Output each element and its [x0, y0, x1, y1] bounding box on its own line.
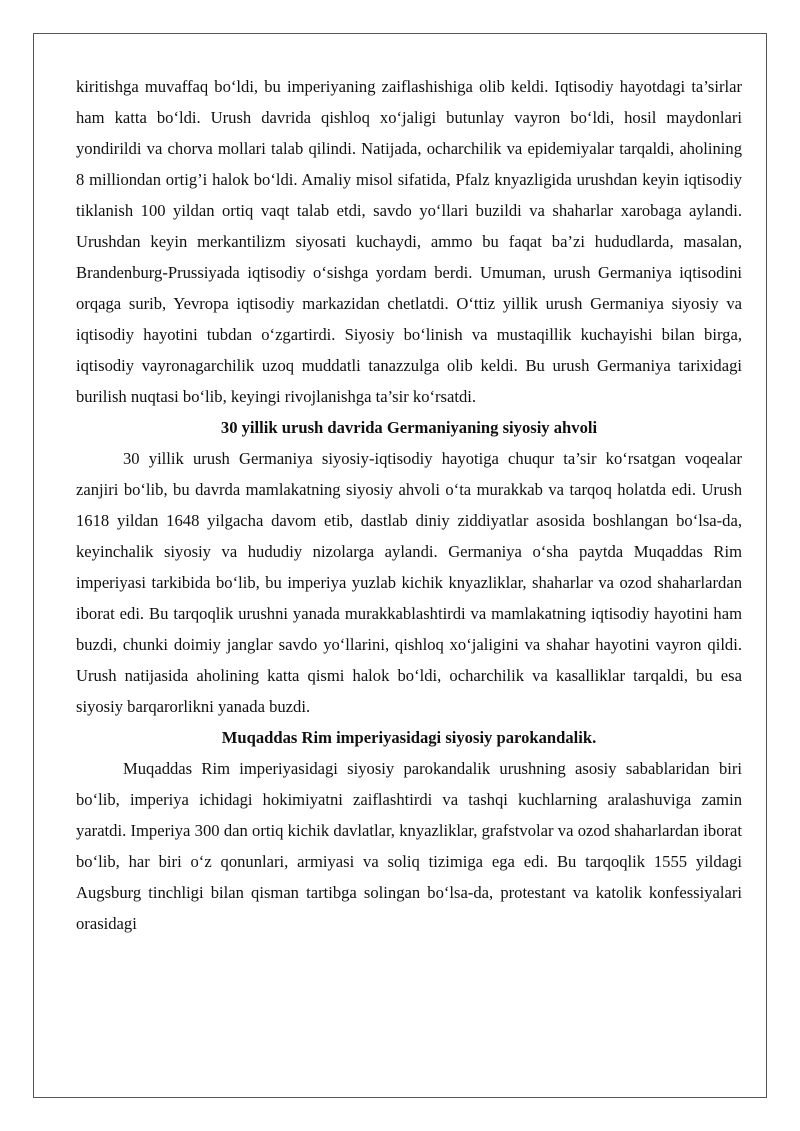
paragraph-holy-roman-empire: Muqaddas Rim imperiyasidagi siyosiy parokandalik urushning asosiy sabablaridan biri bo‘lib, imperiya ichidagi hokimiyatni zaiflashtirdi va tashqi kuchlarning aralashuviga zamin yaratdi. Imperiya 300 dan ortiq kichik davlatlar, knyazliklar, grafstvolar va ozod shaharlardan iborat bo‘lib, har biri o‘z qonunlari, armiyasi va soliq tizimiga ega edi. Bu tarqoqlik 1555 yildagi Augsburg tinchligi bilan qisman tartibga solingan bo‘lsa-da, protestant va katolik konfessiyalari orasidagi [76, 759, 742, 933]
section-heading-holy-roman-empire: Muqaddas Rim imperiyasidagi siyosiy parokandalik. [221, 728, 597, 747]
document-body [76, 71, 742, 939]
paragraph-political-situation: 30 yillik urush Germaniya siyosiy-iqtisodiy hayotiga chuqur ta’sir ko‘rsatgan voqealar zanjiri bo‘lib, bu davrda mamlakatning siyosiy ahvoli o‘ta murakkab va tarqoq holatda edi. Urush 1618 yildan 1648 yilgacha davom etib, dastlab diniy ziddiyatlar asosida boshlangan bo‘lsa-da, keyinchalik siyosiy va hududiy nizolarga aylandi. Germaniya o‘sha paytda Muqaddas Rim imperiyasi tarkibida bo‘lib, bu imperiya yuzlab kichik knyazliklar, shaharlar va ozod shaharlardan iborat edi. Bu tarqoqlik urushni yanada murakkablashtirdi va mamlakatning iqtisodiy hayotini ham buzdi, chunki doimiy janglar savdo yo‘llarini, qishloq xo‘jaligini va shahar hayotini vayron qildi. Urush natijasida aholining katta qismi halok bo‘ldi, ocharchilik va kasalliklar tarqaldi, bu esa siyosiy barqarorlikni yanada buzdi. [76, 449, 742, 716]
paragraph-continuation: kiritishga muvaffaq bo‘ldi, bu imperiyaning zaiflashishiga olib keldi. Iqtisodiy hayotdagi ta’sirlar ham katta bo‘ldi. Urush davrida qishloq xo‘jaligi butunlay vayron bo‘ldi, hosil maydonlari yondirildi va chorva mollari talab qilindi. Natijada, ocharchilik va epidemiyalar tarqaldi, aholining 8 milliondan ortig’i halok bo‘ldi. Amaliy misol sifatida, Pfalz knyazligida urushdan keyin iqtisodiy tiklanish 100 yildan ortiq vaqt talab etdi, savdo yo‘llari buzildi va shaharlar xarobaga aylandi. Urushdan keyin merkantilizm siyosati kuchaydi, ammo bu faqat ba’zi hududlarda, masalan, Brandenburg-Prussiyada iqtisodiy o‘sishga yordam berdi. Umuman, urush Germaniya iqtisodini orqaga surib, Yevropa iqtisodiy markazidan chetlatdi. O‘ttiz yillik urush Germaniya siyosiy va iqtisodiy hayotini tubdan o‘zgartirdi. Siyosiy bo‘linish va mustaqillik kuchayishi bilan birga, iqtisodiy vayronagarchilik uzoq muddatli tanazzulga olib keldi. Bu urush Germaniya tarixidagi burilish nuqtasi bo‘lib, keyingi rivojlanishga ta’sir ko‘rsatdi. [76, 77, 742, 406]
section-heading-political-situation: 30 yillik urush davrida Germaniyaning siyosiy ahvoli [220, 418, 598, 437]
